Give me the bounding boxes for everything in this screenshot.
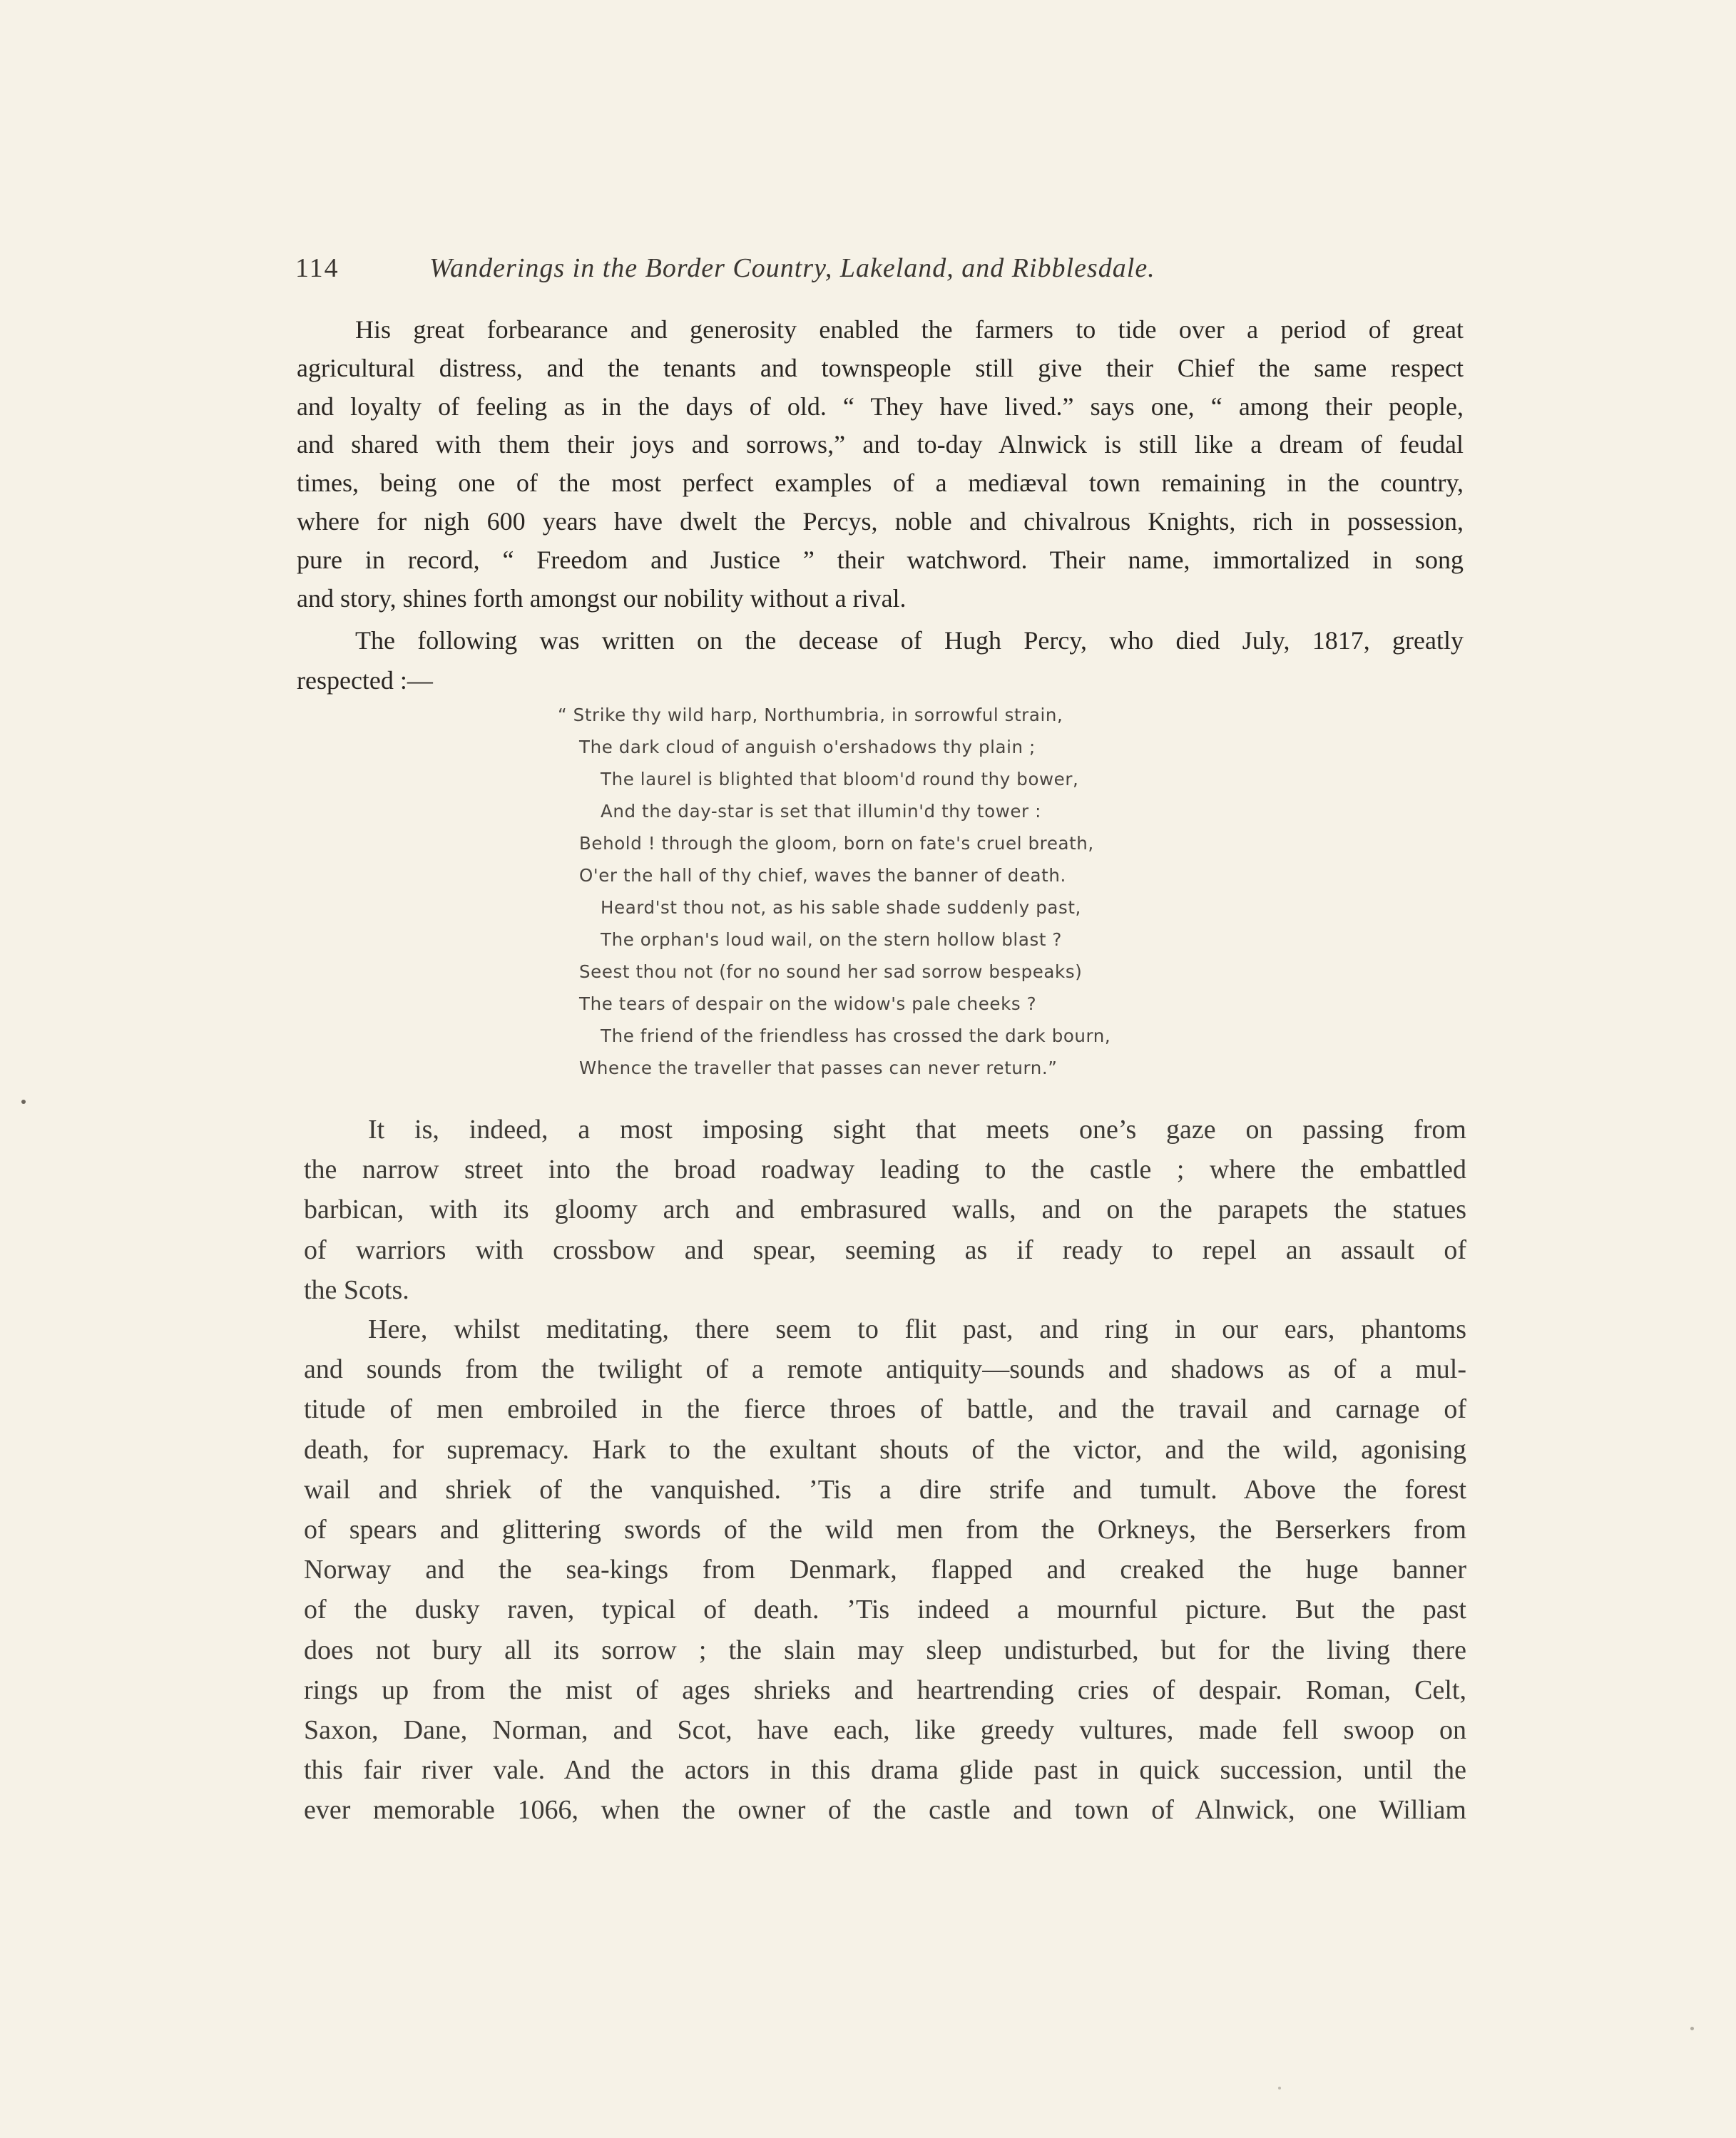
poem-line: Heard'st thou not, as his sable shade suddenly past, xyxy=(601,897,1081,918)
text-line: times, being one of the most perfect examples of a mediæval town remaining in the country, xyxy=(297,469,1464,498)
poem-line: Seest thou not (for no sound her sad sorrow bespeaks) xyxy=(579,961,1083,982)
text-line: this fair river vale. And the actors in this drama glide past in quick succession, until the xyxy=(304,1755,1466,1786)
text-line: Here, whilst meditating, there seem to flit past, and ring in our ears, phantoms xyxy=(368,1314,1466,1344)
text-line: barbican, with its gloomy arch and embrasured walls, and on the parapets the statues xyxy=(304,1195,1466,1225)
text-line: The following was written on the decease of Hugh Percy, who died July, 1817, greatly xyxy=(355,626,1464,655)
text-line: Saxon, Dane, Norman, and Scot, have each, like greedy vultures, made fell swoop on xyxy=(304,1715,1466,1746)
poem-line: The friend of the friendless has crossed the dark bourn, xyxy=(601,1025,1111,1046)
running-title: Wanderings in the Border Country, Lakeland, and Ribblesdale. xyxy=(429,253,1155,283)
text-line: It is, indeed, a most imposing sight that meets one’s gaze on passing from xyxy=(368,1115,1466,1145)
text-line: does not bury all its sorrow ; the slain may sleep undisturbed, but for the living there xyxy=(304,1635,1466,1665)
paragraph-antiquity xyxy=(304,1309,1466,1831)
paper-speck xyxy=(1278,2087,1281,2090)
paper-speck xyxy=(1690,2027,1694,2030)
paragraph-percy-family xyxy=(297,311,1464,618)
elegy-poem xyxy=(558,699,1200,1084)
text-line: titude of men embroiled in the fierce throes of battle, and the travail and carnage of xyxy=(304,1394,1466,1425)
text-line: of warriors with crossbow and spear, seeming as if ready to repel an assault of xyxy=(304,1234,1466,1265)
text-line: respected :— xyxy=(297,666,433,695)
text-line: where for nigh 600 years have dwelt the Percys, noble and chivalrous Knights, rich in possession, xyxy=(297,506,1464,536)
poem-line: And the day-star is set that illumin'd thy tower : xyxy=(601,801,1041,822)
paragraph-poem-intro xyxy=(297,620,1464,700)
poem-line: The orphan's loud wail, on the stern hollow blast ? xyxy=(601,929,1063,950)
running-head xyxy=(295,247,1465,290)
text-line: and story, shines forth amongst our nobility without a rival. xyxy=(297,583,907,613)
poem-line: O'er the hall of thy chief, waves the banner of death. xyxy=(579,865,1066,886)
text-line: the narrow street into the broad roadway leading to the castle ; where the embattled xyxy=(304,1155,1466,1185)
text-line: of the dusky raven, typical of death. ’Tis indeed a mournful picture. But the past xyxy=(304,1595,1466,1625)
poem-line: Behold ! through the gloom, born on fate's cruel breath, xyxy=(579,833,1094,854)
poem-line: “ Strike thy wild harp, Northumbria, in sorrowful strain, xyxy=(558,705,1063,725)
text-line: and loyalty of feeling as in the days of old. “ They have lived.” says one, “ among their people, xyxy=(297,392,1464,421)
page-number: 114 xyxy=(295,253,339,283)
text-line: and sounds from the twilight of a remote antiquity—sounds and shadows as of a mul- xyxy=(304,1354,1466,1385)
text-line: Norway and the sea-kings from Denmark, flapped and creaked the huge banner xyxy=(304,1555,1466,1585)
text-line: wail and shriek of the vanquished. ’Tis a dire strife and tumult. Above the forest xyxy=(304,1474,1466,1505)
text-line: His great forbearance and generosity enabled the farmers to tide over a period of great xyxy=(355,315,1464,344)
paragraph-castle-approach xyxy=(304,1110,1466,1310)
text-line: of spears and glittering swords of the wild men from the Orkneys, the Berserkers from xyxy=(304,1515,1466,1545)
text-line: and shared with them their joys and sorrows,” and to-day Alnwick is still like a dream of feudal xyxy=(297,430,1464,459)
poem-line: The dark cloud of anguish o'ershadows thy plain ; xyxy=(579,737,1036,757)
text-line: ever memorable 1066, when the owner of the castle and town of Alnwick, one William xyxy=(304,1795,1466,1826)
text-line: pure in record, “ Freedom and Justice ” their watchword. Their name, immortalized in song xyxy=(297,545,1464,574)
text-line: the Scots. xyxy=(304,1274,409,1305)
text-line: agricultural distress, and the tenants and townspeople still give their Chief the same respect xyxy=(297,353,1464,382)
text-line: death, for supremacy. Hark to the exultant shouts of the victor, and the wild, agonising xyxy=(304,1434,1466,1465)
poem-line: The laurel is blighted that bloom'd round thy bower, xyxy=(601,769,1079,789)
text-line: rings up from the mist of ages shrieks and heartrending cries of despair. Roman, Celt, xyxy=(304,1674,1466,1705)
poem-line: Whence the traveller that passes can never return.” xyxy=(579,1058,1058,1078)
paper-speck xyxy=(21,1100,26,1104)
poem-line: The tears of despair on the widow's pale cheeks ? xyxy=(579,993,1037,1014)
